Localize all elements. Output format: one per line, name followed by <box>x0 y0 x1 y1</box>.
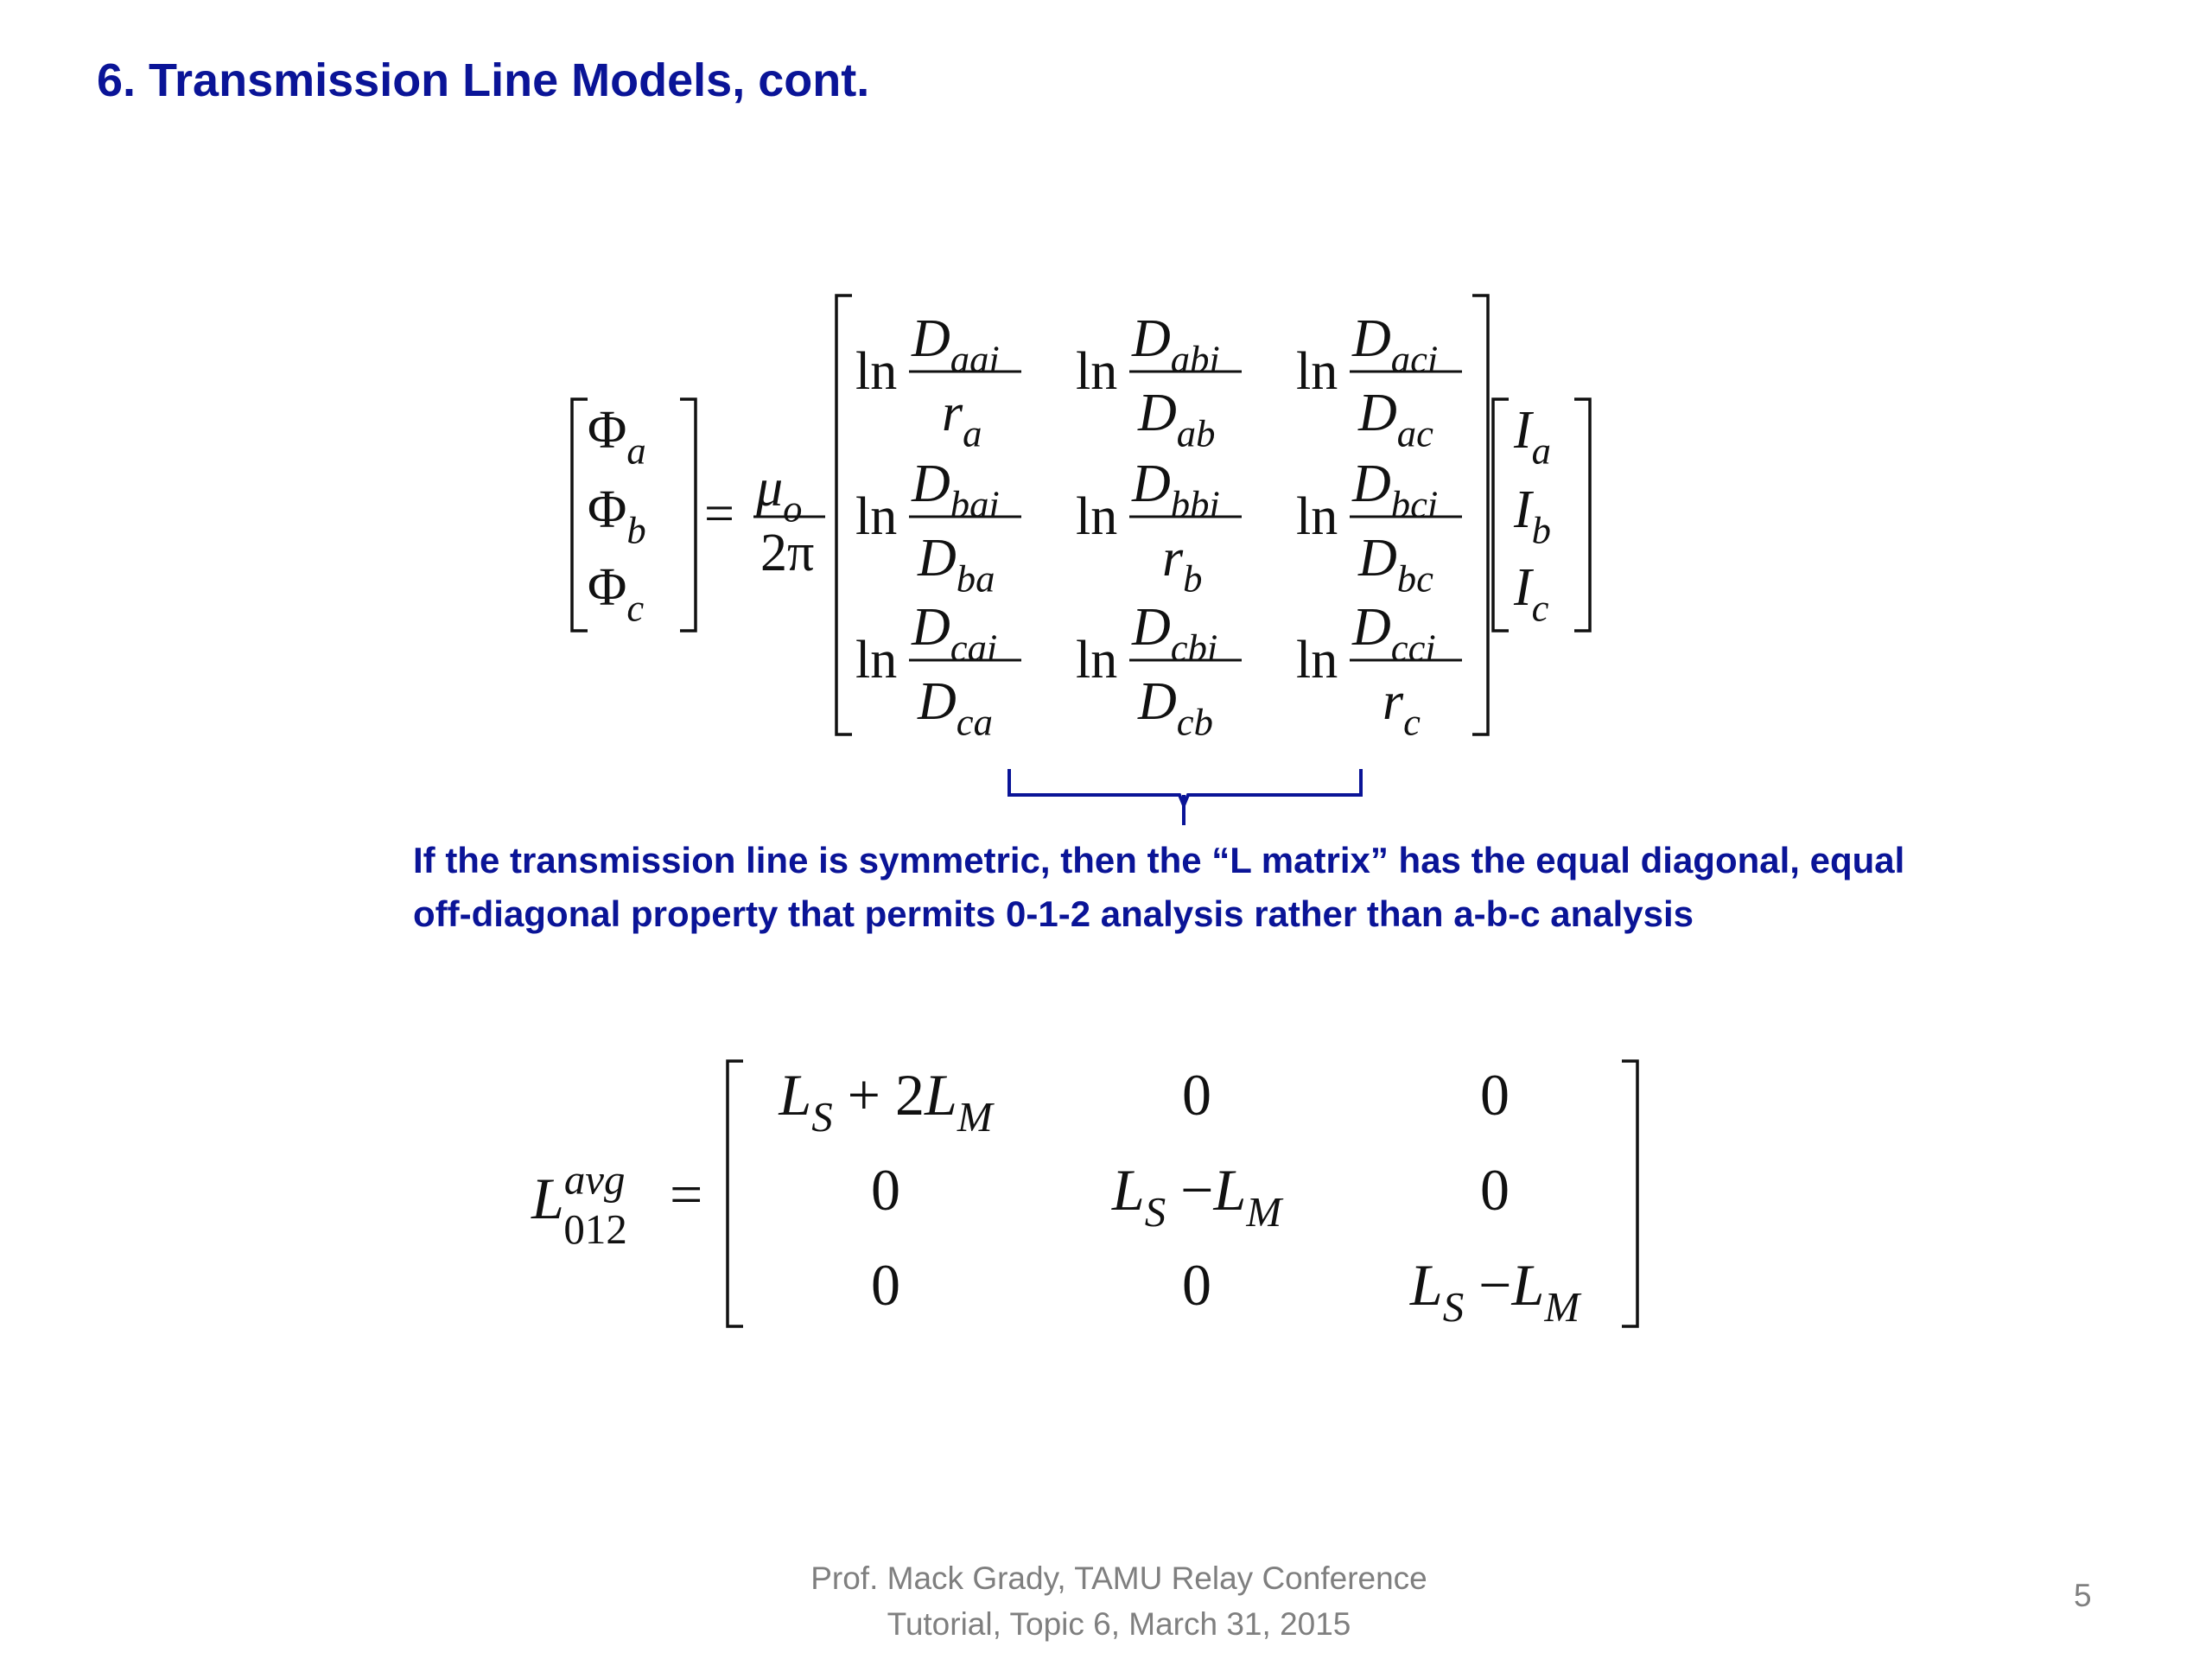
l-matrix-cell-00 <box>855 309 1021 455</box>
denominator: $r_a$ <box>942 384 982 455</box>
ln-label: ln <box>855 342 898 401</box>
ln-label: ln <box>855 631 898 690</box>
seq-cell-21: 0 <box>1182 1252 1211 1318</box>
ln-label: ln <box>1076 487 1118 546</box>
seq-cell-20: 0 <box>871 1252 900 1318</box>
l-matrix-cell-01 <box>1076 309 1242 455</box>
denominator: $D_{bc}$ <box>1358 529 1433 601</box>
denominator: $D_{ab}$ <box>1138 384 1216 455</box>
mu-o: $\mu_o$ <box>756 459 803 531</box>
l012-avg: $L^{avg}$ 012 <box>531 1155 627 1254</box>
l-matrix-cell-02 <box>1296 309 1462 455</box>
numerator: $D_{bai}$ <box>912 454 1000 526</box>
seq-cell-10: 0 <box>871 1157 900 1223</box>
seq-matrix-bracket-left <box>728 1061 743 1326</box>
lhs-bracket-left <box>572 399 588 631</box>
numerator: $D_{bbi}$ <box>1132 454 1220 526</box>
denominator: $r_b$ <box>1162 529 1203 601</box>
numerator: $D_{bci}$ <box>1352 454 1439 526</box>
page-number: 5 <box>2074 1578 2092 1613</box>
flux-linkage-equation <box>572 296 1590 744</box>
equals-sign-2: = <box>670 1161 703 1227</box>
sequence-inductance-equation <box>531 1061 1637 1331</box>
current-c: $I_c$ <box>1514 558 1549 630</box>
ln-label: ln <box>1296 631 1338 690</box>
l-matrix-cell-21 <box>1076 598 1242 744</box>
equals-sign-1: = <box>704 485 734 543</box>
denominator: $D_{ba}$ <box>918 529 995 601</box>
symmetry-caption <box>413 834 2055 941</box>
ln-label: ln <box>1296 487 1338 546</box>
l-matrix-cell-12 <box>1296 454 1462 601</box>
ln-label: ln <box>1076 342 1118 401</box>
l-matrix-cell-20 <box>855 598 1021 744</box>
denominator: $D_{ca}$ <box>918 672 993 744</box>
l-matrix-cell-11 <box>1076 454 1242 601</box>
flux-b: $\Phi_b$ <box>588 480 646 552</box>
l-matrix-cell-10 <box>855 454 1021 601</box>
seq-cell-12: 0 <box>1480 1157 1510 1223</box>
matrix-bracket-right <box>1472 296 1488 734</box>
flux-c: $\Phi_c$ <box>588 558 645 630</box>
denominator: $D_{ac}$ <box>1358 384 1433 455</box>
seq-cell-00: $L_S + 2L_M$ <box>779 1062 993 1141</box>
current-a: $I_a$ <box>1514 401 1551 473</box>
caption-line-2: off-diagonal property that permits 0-1-2 analysis rather than a-b-c analysis <box>413 893 1694 934</box>
ln-label: ln <box>1076 631 1118 690</box>
caption-line-1: If the transmission line is symmetric, then the “L matrix” has the equal diagonal, equal <box>413 840 1905 880</box>
denominator: $r_c$ <box>1382 672 1421 744</box>
seq-cell-01: 0 <box>1182 1062 1211 1128</box>
footer-line-2: Tutorial, Topic 6, March 31, 2015 <box>887 1606 1351 1642</box>
matrix-bracket-left <box>836 296 852 734</box>
denominator: $D_{cb}$ <box>1138 672 1213 744</box>
rhs-bracket-left <box>1493 399 1509 631</box>
numerator: $D_{cbi}$ <box>1132 598 1218 670</box>
l-matrix-cell-22 <box>1296 598 1462 744</box>
seq-cell-22: $L_S -L_M$ <box>1409 1252 1580 1332</box>
numerator: $D_{cai}$ <box>912 598 998 670</box>
seq-cell-02: 0 <box>1480 1062 1510 1128</box>
numerator: $D_{aai}$ <box>912 309 1000 381</box>
rhs-bracket-right <box>1574 399 1590 631</box>
current-b: $I_b$ <box>1514 480 1551 552</box>
numerator: $D_{abi}$ <box>1132 309 1220 381</box>
seq-cell-11: $L_S -L_M$ <box>1111 1157 1282 1236</box>
slide-title: 6. Transmission Line Models, cont. <box>97 54 870 106</box>
footer-line-1: Prof. Mack Grady, TAMU Relay Conference <box>810 1560 1427 1596</box>
numerator: $D_{cci}$ <box>1352 598 1436 670</box>
lhs-bracket-right <box>680 399 696 631</box>
numerator: $D_{aci}$ <box>1352 309 1439 381</box>
seq-matrix-bracket-right <box>1622 1061 1637 1326</box>
ln-label: ln <box>1296 342 1338 401</box>
slide-footer <box>760 1555 1478 1647</box>
ln-label: ln <box>855 487 898 546</box>
underbrace <box>1009 769 1361 825</box>
flux-a: $\Phi_a$ <box>588 401 646 473</box>
two-pi: 2π <box>760 524 815 582</box>
